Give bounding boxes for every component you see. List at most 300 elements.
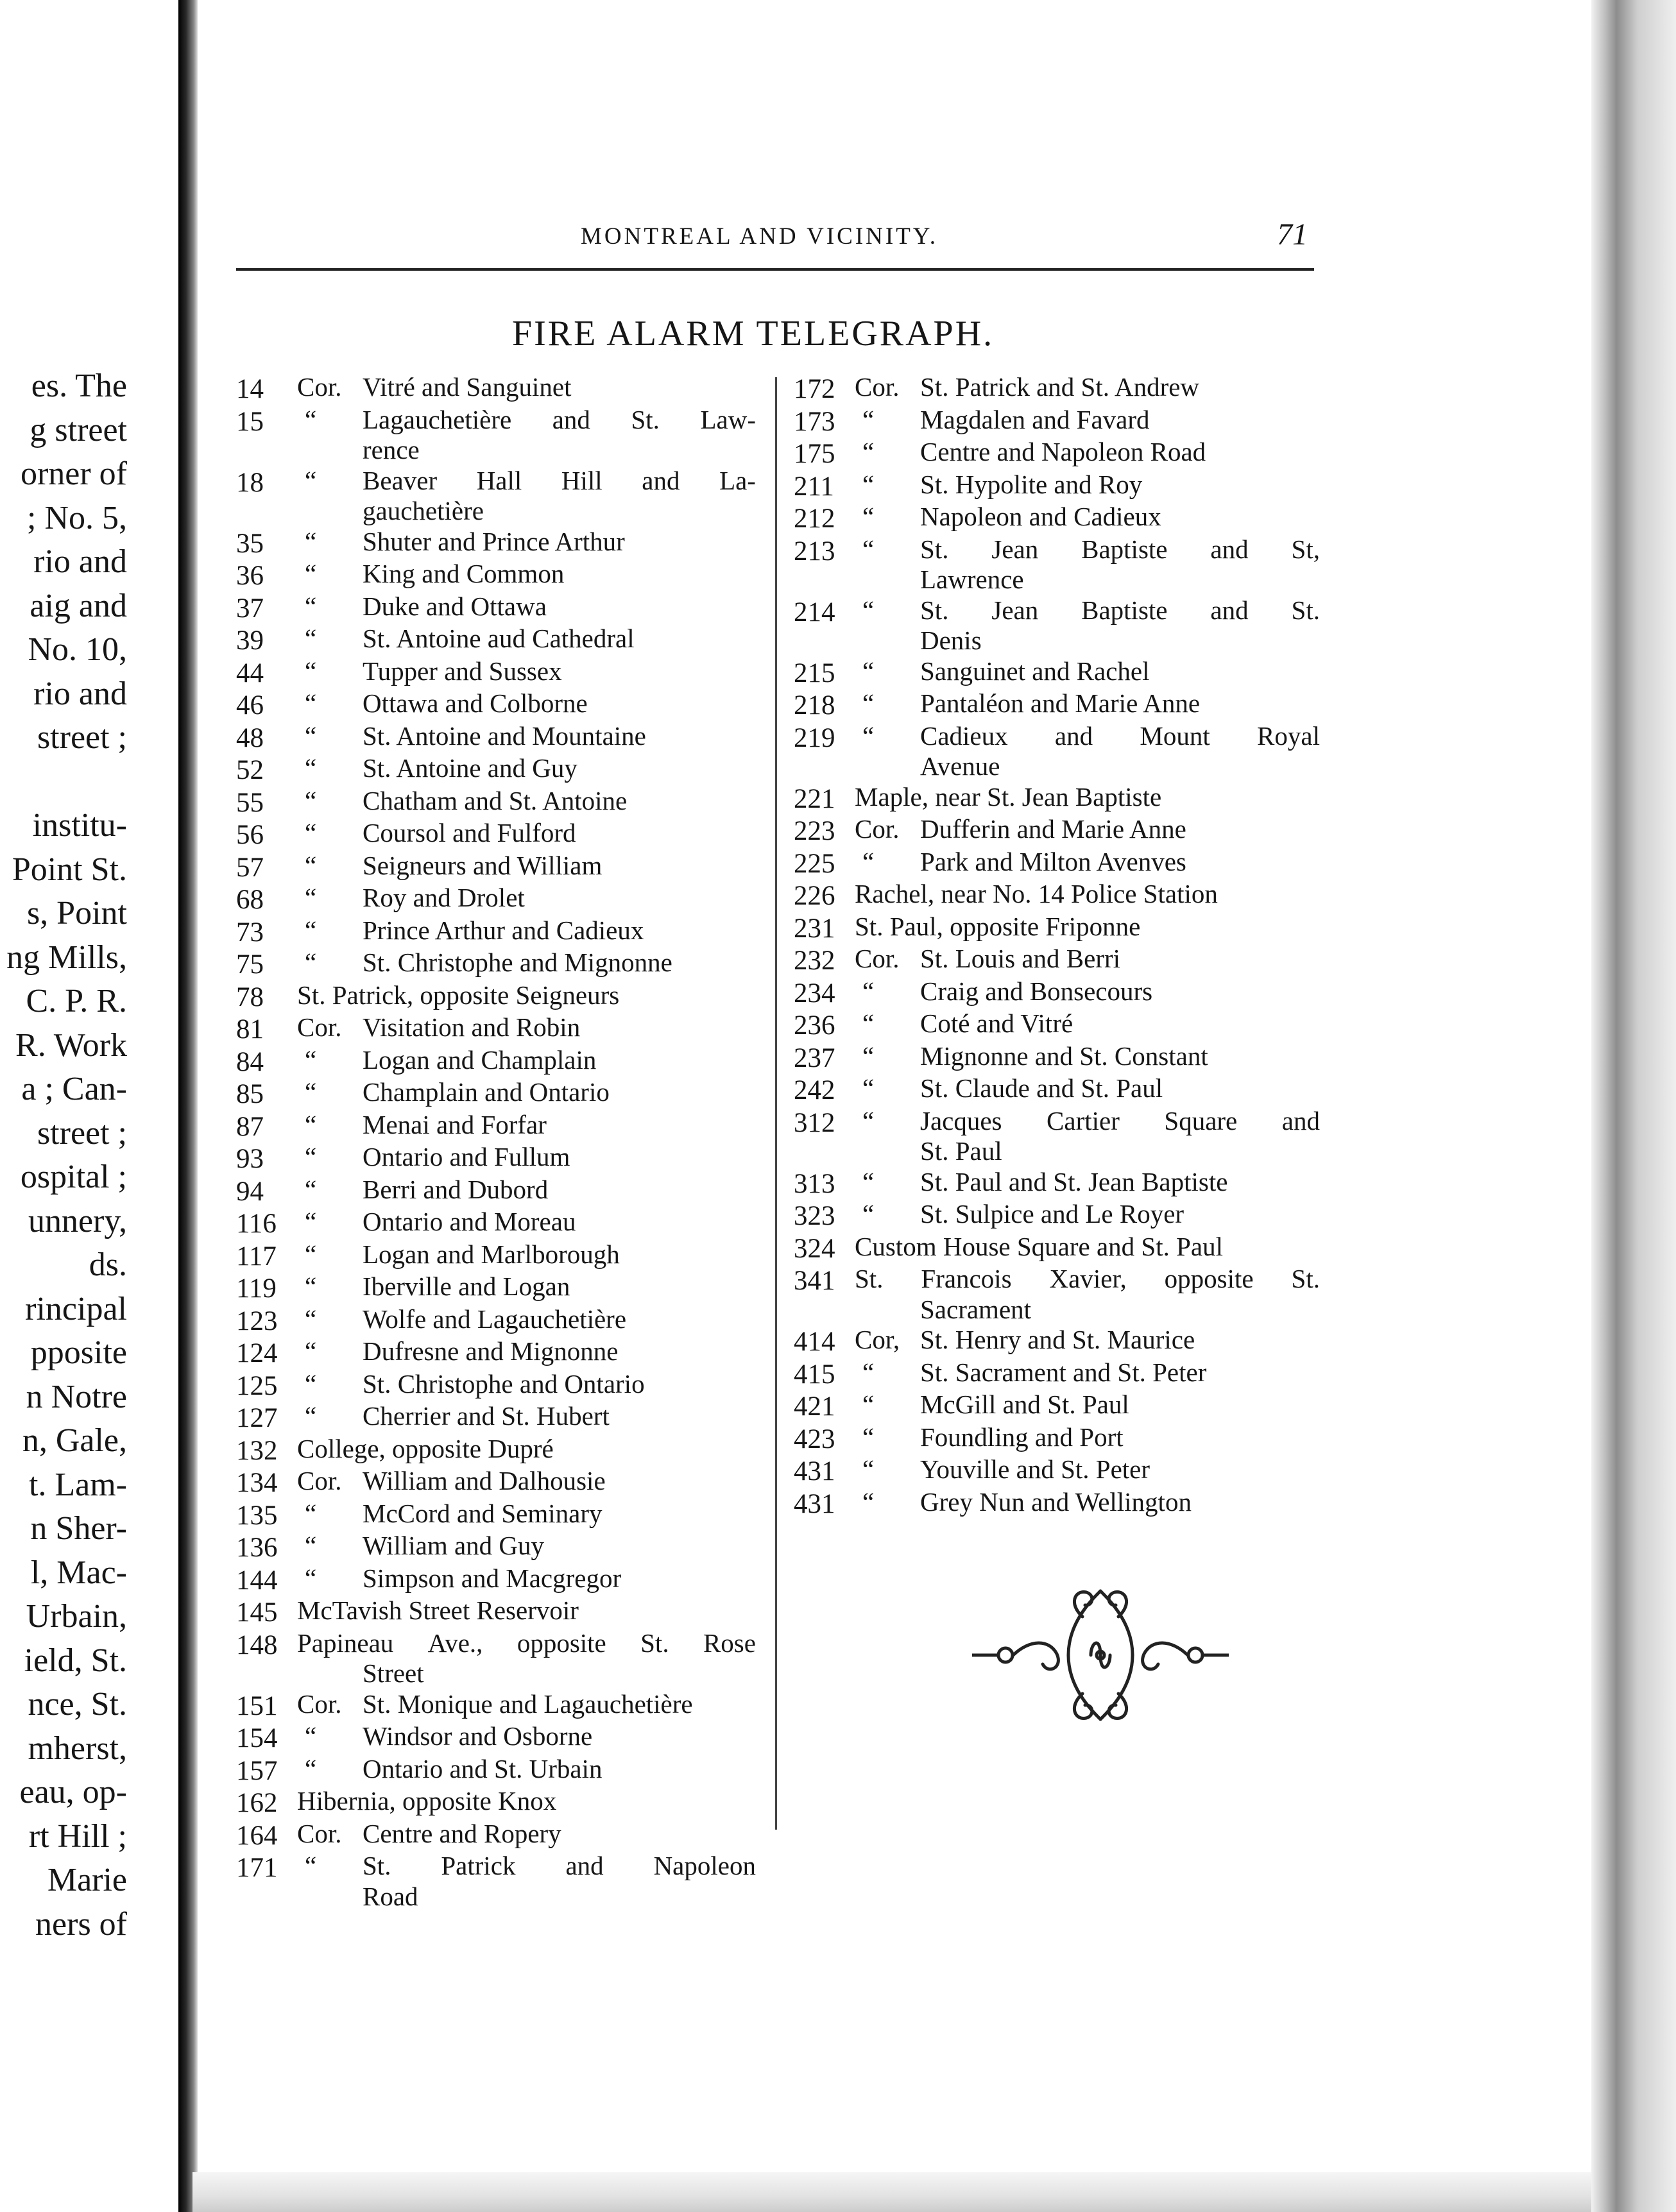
street-names: Sacrament bbox=[920, 1294, 1032, 1324]
street-names: Tupper and Sussex bbox=[363, 656, 562, 686]
alarm-box-entry bbox=[236, 1401, 756, 1434]
box-number: 48 bbox=[236, 722, 264, 753]
street-names: St. Antoine and Guy bbox=[363, 753, 577, 783]
location-text bbox=[855, 721, 1320, 782]
location-line bbox=[297, 1207, 756, 1238]
box-number: 162 bbox=[236, 1788, 278, 1818]
location-text bbox=[297, 1531, 756, 1563]
street-names: Simpson and Macgregor bbox=[363, 1563, 622, 1593]
location-line bbox=[855, 1008, 1320, 1039]
street-names: Hibernia, opposite Knox bbox=[297, 1786, 557, 1816]
street-names: Magdalen and Favard bbox=[920, 404, 1150, 434]
location-text bbox=[297, 1819, 756, 1851]
location-text bbox=[855, 595, 1320, 656]
location-continuation bbox=[297, 496, 756, 527]
alarm-box-entry bbox=[794, 437, 1320, 470]
ditto-mark: “ bbox=[862, 656, 875, 686]
ditto-mark: “ bbox=[862, 502, 875, 531]
alarm-box-entry bbox=[236, 656, 756, 689]
location-text bbox=[855, 847, 1320, 880]
street-names: Coursol and Fulford bbox=[363, 818, 576, 847]
alarm-box-entry bbox=[794, 1487, 1320, 1520]
location-text bbox=[855, 1357, 1320, 1390]
street-names: Grey Nun and Wellington bbox=[920, 1486, 1192, 1517]
location-text bbox=[297, 1336, 756, 1369]
street-names: Craig and Bonsecours bbox=[920, 976, 1153, 1006]
fragment-line: ng Mills, bbox=[6, 939, 127, 976]
box-number: 46 bbox=[236, 690, 264, 720]
location-line bbox=[855, 1232, 1320, 1263]
location-text bbox=[297, 527, 756, 559]
alarm-box-entry bbox=[236, 1628, 756, 1689]
fragment-line: Urbain, bbox=[26, 1598, 127, 1635]
page-edge-bottom bbox=[192, 2172, 1591, 2212]
alarm-box-entry bbox=[794, 1232, 1320, 1264]
location-text bbox=[855, 688, 1320, 721]
location-line bbox=[297, 1077, 756, 1108]
fragment-line: ospital ; bbox=[20, 1159, 127, 1195]
fragment-line: ield, St. bbox=[24, 1642, 127, 1679]
location-line bbox=[297, 851, 756, 881]
box-number: 324 bbox=[794, 1233, 835, 1264]
location-line bbox=[297, 786, 756, 817]
location-text bbox=[297, 1851, 756, 1912]
ditto-mark: “ bbox=[305, 1109, 317, 1139]
box-number: 37 bbox=[236, 593, 264, 624]
location-line bbox=[297, 372, 756, 403]
ditto-mark: “ bbox=[862, 688, 875, 718]
location-text bbox=[297, 753, 756, 786]
box-number: 68 bbox=[236, 885, 264, 915]
alarm-box-entry bbox=[794, 1199, 1320, 1232]
alarm-box-entry bbox=[794, 1073, 1320, 1106]
scroll-ornament-icon bbox=[972, 1578, 1229, 1732]
fragment-line: aig and bbox=[30, 587, 127, 624]
box-number: 44 bbox=[236, 658, 264, 688]
location-text bbox=[855, 502, 1320, 534]
street-names: St. Hypolite and Roy bbox=[920, 469, 1143, 499]
box-number: 232 bbox=[794, 946, 835, 976]
corner-abbrev: Cor, bbox=[855, 1325, 900, 1354]
location-line bbox=[297, 591, 756, 622]
location-text bbox=[855, 879, 1320, 912]
location-text bbox=[297, 1369, 756, 1402]
location-line bbox=[297, 1012, 756, 1043]
location-line bbox=[855, 1041, 1320, 1072]
location-line bbox=[297, 1851, 756, 1882]
location-line bbox=[855, 1390, 1320, 1420]
street-names: St. Claude and St. Paul bbox=[920, 1073, 1163, 1103]
box-number: 15 bbox=[236, 406, 264, 437]
location-line bbox=[297, 1110, 756, 1141]
alarm-box-entry bbox=[794, 814, 1320, 847]
street-names: St. Patrick and St. Andrew bbox=[920, 372, 1200, 402]
street-names: Cadieux and Mount Royal bbox=[920, 720, 1320, 751]
ditto-mark: “ bbox=[862, 1390, 875, 1419]
location-line bbox=[297, 753, 756, 784]
alarm-box-entry bbox=[236, 1272, 756, 1304]
box-number: 55 bbox=[236, 787, 264, 818]
location-text bbox=[855, 1454, 1320, 1487]
alarm-box-entry bbox=[794, 976, 1320, 1009]
ditto-mark: “ bbox=[862, 1073, 875, 1103]
box-number: 313 bbox=[794, 1168, 835, 1199]
location-line bbox=[855, 814, 1320, 845]
alarm-box-entry bbox=[236, 1207, 756, 1239]
street-names: St. Paul bbox=[920, 1136, 1002, 1166]
fragment-line: institu- bbox=[32, 807, 127, 844]
box-number: 214 bbox=[794, 597, 835, 627]
location-text bbox=[297, 1689, 756, 1722]
ditto-mark: “ bbox=[305, 1563, 317, 1593]
location-text bbox=[855, 1106, 1320, 1167]
location-text bbox=[855, 944, 1320, 976]
ditto-mark: “ bbox=[305, 1174, 317, 1204]
box-number: 132 bbox=[236, 1435, 278, 1466]
ditto-mark: “ bbox=[862, 437, 875, 466]
box-number: 119 bbox=[236, 1273, 277, 1304]
box-number: 81 bbox=[236, 1014, 264, 1044]
alarm-box-entry bbox=[236, 1721, 756, 1754]
ditto-mark: “ bbox=[305, 688, 317, 718]
street-names: Foundling and Port bbox=[920, 1422, 1124, 1452]
ditto-mark: “ bbox=[305, 465, 317, 495]
alarm-box-entry bbox=[794, 1454, 1320, 1487]
location-text bbox=[297, 1142, 756, 1175]
street-names: St. Antoine and Mountaine bbox=[363, 720, 646, 751]
binding-gutter bbox=[178, 0, 198, 2212]
alarm-box-entry bbox=[236, 1142, 756, 1175]
box-number: 75 bbox=[236, 949, 264, 980]
box-number: 218 bbox=[794, 690, 835, 720]
street-names: Avenue bbox=[920, 751, 1000, 781]
street-names: Napoleon and Cadieux bbox=[920, 502, 1161, 531]
location-line bbox=[855, 595, 1320, 626]
location-text bbox=[297, 1466, 756, 1499]
alarm-box-entry bbox=[236, 753, 756, 786]
alarm-box-entry bbox=[236, 591, 756, 624]
ditto-mark: “ bbox=[862, 1199, 875, 1229]
box-number: 73 bbox=[236, 917, 264, 948]
box-number: 116 bbox=[236, 1209, 277, 1239]
box-number: 221 bbox=[794, 783, 835, 814]
box-number: 144 bbox=[236, 1565, 278, 1595]
location-line bbox=[297, 1466, 756, 1497]
fragment-line: ners of bbox=[35, 1905, 127, 1943]
location-line bbox=[297, 1531, 756, 1561]
fragment-line: unnery, bbox=[28, 1202, 127, 1239]
fragment-line: n, Gale, bbox=[22, 1422, 127, 1459]
street-names: Visitation and Robin bbox=[363, 1012, 581, 1042]
alarm-box-entry bbox=[236, 624, 756, 656]
fragment-line: a ; Can- bbox=[21, 1071, 127, 1107]
ditto-mark: “ bbox=[305, 1368, 317, 1399]
location-text bbox=[855, 372, 1320, 405]
street-names: Duke and Ottawa bbox=[363, 591, 547, 621]
street-names: Mignonne and St. Constant bbox=[920, 1041, 1208, 1071]
location-line bbox=[855, 847, 1320, 878]
alarm-box-entry bbox=[236, 1531, 756, 1563]
running-head: MONTREAL AND VICINITY. bbox=[581, 223, 939, 250]
street-names: Centre and Napoleon Road bbox=[920, 437, 1206, 466]
location-text bbox=[297, 1434, 756, 1467]
ditto-mark: “ bbox=[305, 948, 317, 977]
street-names: King and Common bbox=[363, 559, 565, 588]
box-number: 242 bbox=[794, 1075, 835, 1105]
ditto-mark: “ bbox=[862, 534, 875, 564]
location-text bbox=[297, 466, 756, 527]
location-text bbox=[297, 372, 756, 405]
location-text bbox=[297, 1786, 756, 1819]
location-line bbox=[297, 1239, 756, 1270]
corner-abbrev: Cor. bbox=[297, 1466, 342, 1495]
location-text bbox=[855, 656, 1320, 689]
ditto-mark: “ bbox=[305, 818, 317, 847]
box-number: 157 bbox=[236, 1755, 278, 1786]
corner-abbrev: Cor. bbox=[297, 1689, 342, 1719]
street-names: Ontario and St. Urbain bbox=[363, 1753, 603, 1783]
location-text bbox=[855, 405, 1320, 438]
box-number: 211 bbox=[794, 471, 834, 502]
street-names: St. Louis and Berri bbox=[920, 944, 1121, 973]
location-line bbox=[297, 405, 756, 436]
alarm-box-entry bbox=[236, 466, 756, 527]
box-number: 225 bbox=[794, 848, 835, 879]
alarm-box-entry bbox=[794, 1325, 1320, 1357]
location-text bbox=[297, 1563, 756, 1596]
location-text bbox=[297, 1239, 756, 1272]
street-names: Custom House Square and St. Paul bbox=[855, 1231, 1223, 1261]
box-number: 415 bbox=[794, 1359, 835, 1390]
street-names: Sanguinet and Rachel bbox=[920, 656, 1150, 686]
location-text bbox=[855, 814, 1320, 847]
location-line bbox=[855, 688, 1320, 719]
alarm-box-entry bbox=[236, 980, 756, 1013]
box-number: 134 bbox=[236, 1468, 278, 1498]
corner-abbrev: Cor. bbox=[297, 1818, 342, 1848]
street-names: Road bbox=[363, 1881, 418, 1911]
fragment-line: rincipal bbox=[25, 1290, 127, 1327]
location-line bbox=[855, 1487, 1320, 1518]
header-rule bbox=[236, 268, 1314, 271]
alarm-box-entry bbox=[236, 1369, 756, 1402]
location-text bbox=[297, 1595, 756, 1628]
street-names: Logan and Marlborough bbox=[363, 1239, 620, 1269]
box-number: 223 bbox=[794, 816, 835, 846]
box-number: 127 bbox=[236, 1403, 278, 1433]
fragment-line: mherst, bbox=[28, 1730, 127, 1767]
ditto-mark: “ bbox=[862, 1041, 875, 1071]
location-text bbox=[297, 559, 756, 591]
fragment-line: nce, St. bbox=[28, 1686, 127, 1723]
location-text bbox=[297, 948, 756, 980]
alarm-box-entry bbox=[236, 1499, 756, 1531]
ditto-mark: “ bbox=[305, 624, 317, 653]
location-line bbox=[855, 656, 1320, 687]
location-text bbox=[297, 624, 756, 656]
ditto-mark: “ bbox=[862, 404, 875, 434]
box-number: 175 bbox=[794, 439, 835, 469]
location-continuation bbox=[855, 625, 1320, 656]
alarm-box-entry bbox=[794, 502, 1320, 534]
ditto-mark: “ bbox=[305, 1498, 317, 1528]
street-names: Beaver Hall Hill and La- bbox=[363, 465, 756, 495]
location-text bbox=[855, 1232, 1320, 1264]
page-number: 71 bbox=[1277, 217, 1308, 251]
ditto-mark: “ bbox=[862, 1357, 875, 1387]
location-text bbox=[855, 470, 1320, 502]
left-page-fragment bbox=[0, 364, 127, 1946]
alarm-box-entry bbox=[236, 1012, 756, 1045]
alarm-box-entry bbox=[794, 1264, 1320, 1325]
alarm-box-entry bbox=[794, 595, 1320, 656]
ditto-mark: “ bbox=[305, 559, 317, 588]
fragment-line: n Notre bbox=[26, 1378, 127, 1415]
location-text bbox=[297, 1207, 756, 1239]
location-line bbox=[855, 372, 1320, 403]
street-names: St. Jean Baptiste and St. bbox=[920, 595, 1320, 625]
location-line bbox=[297, 721, 756, 752]
corner-abbrev: Cor. bbox=[855, 814, 900, 844]
location-line bbox=[855, 534, 1320, 565]
fragment-line: g street bbox=[30, 411, 127, 448]
ditto-mark: “ bbox=[305, 883, 317, 912]
fragment-line: n Sher- bbox=[30, 1510, 127, 1547]
box-number: 36 bbox=[236, 561, 264, 591]
location-text bbox=[297, 1045, 756, 1078]
street-names: St. Paul, opposite Friponne bbox=[855, 911, 1141, 941]
fragment-line: street ; bbox=[37, 1114, 127, 1152]
box-number: 123 bbox=[236, 1306, 278, 1336]
ditto-mark: “ bbox=[305, 1721, 317, 1751]
alarm-box-entry bbox=[236, 405, 756, 466]
location-text bbox=[297, 1077, 756, 1110]
location-line bbox=[297, 1434, 756, 1465]
ditto-mark: “ bbox=[862, 846, 875, 876]
location-continuation bbox=[297, 1658, 756, 1689]
location-text bbox=[855, 976, 1320, 1009]
street-names: McCord and Seminary bbox=[363, 1498, 603, 1528]
box-number: 219 bbox=[794, 722, 835, 753]
alarm-box-entry bbox=[236, 527, 756, 559]
location-continuation bbox=[297, 435, 756, 466]
alarm-box-entry bbox=[236, 559, 756, 591]
ditto-mark: “ bbox=[862, 1166, 875, 1196]
fragment-line: ds. bbox=[89, 1246, 127, 1283]
location-text bbox=[297, 980, 756, 1013]
alarm-box-entry bbox=[794, 1390, 1320, 1422]
ditto-mark: “ bbox=[305, 1077, 317, 1107]
location-text bbox=[297, 851, 756, 883]
location-text bbox=[855, 782, 1320, 815]
location-line bbox=[297, 1045, 756, 1076]
location-line bbox=[297, 1563, 756, 1594]
alarm-box-entry bbox=[794, 405, 1320, 438]
box-number: 236 bbox=[794, 1010, 835, 1041]
ditto-mark: “ bbox=[862, 1422, 875, 1452]
alarm-box-entry bbox=[794, 1357, 1320, 1390]
ditto-mark: “ bbox=[305, 526, 317, 556]
location-line bbox=[297, 1595, 756, 1626]
location-text bbox=[297, 656, 756, 689]
box-number: 215 bbox=[794, 658, 835, 688]
box-number: 421 bbox=[794, 1391, 835, 1422]
alarm-box-entry bbox=[236, 851, 756, 883]
street-names: College, opposite Dupré bbox=[297, 1433, 554, 1463]
box-number: 52 bbox=[236, 755, 264, 785]
alarm-box-entry bbox=[236, 1754, 756, 1787]
street-names: St. Henry and St. Maurice bbox=[920, 1325, 1195, 1354]
alarm-box-entry bbox=[236, 915, 756, 948]
street-names: Ottawa and Colborne bbox=[363, 688, 588, 718]
alarm-box-entry bbox=[794, 879, 1320, 912]
box-number: 431 bbox=[794, 1456, 835, 1486]
box-number: 35 bbox=[236, 528, 264, 559]
location-text bbox=[297, 405, 756, 466]
fragment-line: pposite bbox=[30, 1334, 127, 1371]
location-line bbox=[297, 1628, 756, 1659]
location-text bbox=[297, 1175, 756, 1207]
location-line bbox=[297, 527, 756, 557]
box-number: 151 bbox=[236, 1690, 278, 1721]
location-line bbox=[297, 948, 756, 978]
location-line bbox=[297, 1175, 756, 1205]
ditto-mark: “ bbox=[305, 1336, 317, 1366]
alarm-box-entry bbox=[236, 1563, 756, 1596]
location-line bbox=[297, 466, 756, 497]
alarm-box-entry bbox=[236, 1045, 756, 1078]
location-text bbox=[297, 1628, 756, 1689]
location-line bbox=[297, 915, 756, 946]
location-line bbox=[855, 1454, 1320, 1485]
street-names: Coté and Vitré bbox=[920, 1008, 1073, 1038]
location-text bbox=[855, 912, 1320, 944]
location-text bbox=[855, 1167, 1320, 1200]
box-number: 14 bbox=[236, 374, 264, 404]
location-line bbox=[297, 656, 756, 687]
box-number: 94 bbox=[236, 1176, 264, 1207]
street-names: Shuter and Prince Arthur bbox=[363, 526, 625, 556]
location-line bbox=[297, 1499, 756, 1529]
location-line bbox=[855, 976, 1320, 1007]
fragment-line: ; No. 5, bbox=[27, 499, 127, 536]
box-number: 164 bbox=[236, 1820, 278, 1851]
ditto-mark: “ bbox=[305, 404, 317, 434]
box-number: 87 bbox=[236, 1111, 264, 1142]
box-number: 117 bbox=[236, 1241, 277, 1272]
alarm-box-entry bbox=[794, 944, 1320, 976]
location-line bbox=[297, 980, 756, 1011]
location-text bbox=[855, 1487, 1320, 1520]
alarm-box-entry bbox=[236, 1851, 756, 1912]
street-names: Prince Arthur and Cadieux bbox=[363, 915, 644, 945]
alarm-box-entry bbox=[794, 1041, 1320, 1074]
fragment-line: C. P. R. bbox=[26, 983, 127, 1019]
alarm-box-entry bbox=[236, 721, 756, 754]
location-line bbox=[855, 1167, 1320, 1198]
alarm-box-entry bbox=[236, 818, 756, 851]
location-line bbox=[297, 1401, 756, 1432]
ditto-mark: “ bbox=[862, 595, 875, 625]
street-names: rence bbox=[363, 435, 420, 464]
box-number: 231 bbox=[794, 913, 835, 944]
location-text bbox=[297, 1012, 756, 1045]
ditto-mark: “ bbox=[305, 1753, 317, 1783]
ditto-mark: “ bbox=[305, 1401, 317, 1431]
street-names: Park and Milton Avenves bbox=[920, 846, 1186, 876]
street-names: Cherrier and St. Hubert bbox=[363, 1401, 610, 1431]
box-number: 125 bbox=[236, 1370, 278, 1401]
